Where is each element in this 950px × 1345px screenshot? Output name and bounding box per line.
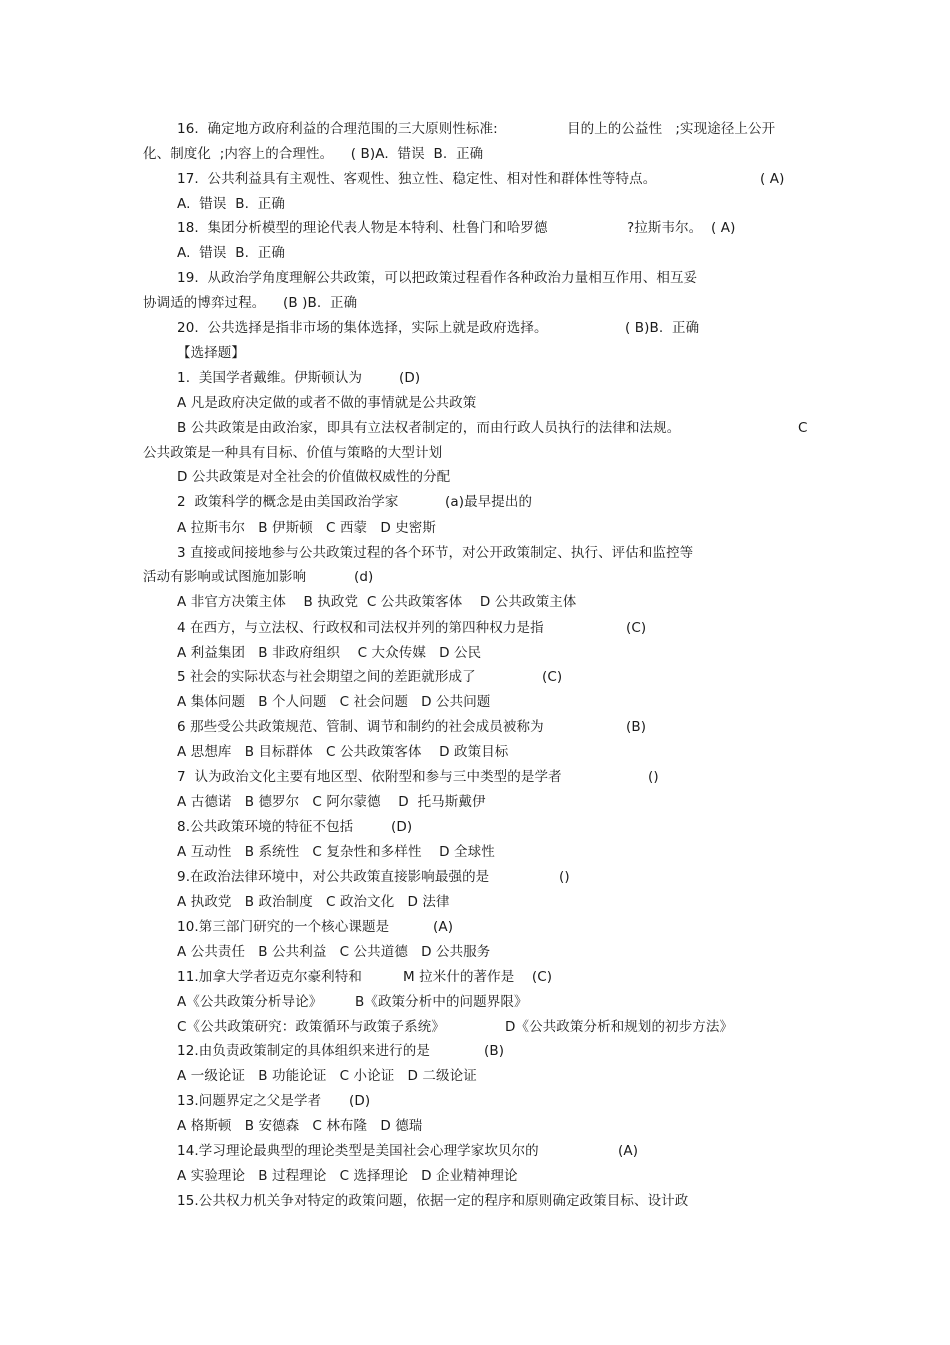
- text-line: A 执政党 B 政治制度 C 政治文化 D 法律: [177, 894, 450, 910]
- text-line: D 公共政策是对全社会的价值做权威性的分配: [177, 469, 451, 485]
- text-line: 9.在政治法律环境中，对公共政策直接影响最强的是: [177, 869, 490, 885]
- text-line: 活动有影响或试图施加影响: [143, 569, 307, 585]
- text-line: A. 错误 B. 正确: [177, 196, 285, 212]
- text-line: (A): [618, 1143, 639, 1159]
- text-line: 20. 公共选择是指非市场的集体选择，实际上就是政府选择。: [177, 320, 548, 336]
- text-line: 7 认为政治文化主要有地区型、依附型和参与三中类型的是学者: [177, 769, 562, 785]
- text-line: ( A): [760, 171, 785, 187]
- text-line: (C): [542, 669, 563, 685]
- text-line: C: [798, 420, 808, 436]
- text-line: A 格斯顿 B 安德森 C 林布隆 D 德瑞: [177, 1118, 423, 1134]
- text-line: A 公共责任 B 公共利益 C 公共道德 D 公共服务: [177, 944, 491, 960]
- text-line: M 拉米什的著作是 (C): [403, 969, 553, 985]
- text-line: 12.由负责政策制定的具体组织来进行的是: [177, 1043, 430, 1059]
- text-line: (A): [433, 919, 454, 935]
- text-line: A 一级论证 B 功能论证 C 小论证 D 二级论证: [177, 1068, 477, 1084]
- text-line: (): [559, 869, 570, 885]
- text-line: 8.公共政策环境的特征不包括: [177, 819, 354, 835]
- text-line: 【选择题】: [177, 345, 245, 361]
- text-line: 化、制度化 ;内容上的合理性。 ( B)A. 错误 B. 正确: [143, 146, 484, 162]
- text-line: (D): [399, 370, 421, 386]
- text-line: A 非官方决策主体 B 执政党 C 公共政策客体 D 公共政策主体: [177, 594, 577, 610]
- text-line: 11.加拿大学者迈克尔豪利特和: [177, 969, 362, 985]
- text-line: A 拉斯韦尔 B 伊斯顿 C 西蒙 D 史密斯: [177, 520, 437, 536]
- text-line: 公共政策是一种具有目标、价值与策略的大型计划: [143, 445, 443, 461]
- text-line: 14.学习理论最典型的理论类型是美国社会心理学家坎贝尔的: [177, 1143, 539, 1159]
- text-line: (d): [354, 569, 374, 585]
- text-line: (D): [391, 819, 413, 835]
- text-line: B 公共政策是由政治家，即具有立法权者制定的，而由行政人员执行的法律和法规。: [177, 420, 681, 436]
- text-line: 6 那些受公共政策规范、管制、调节和制约的社会成员被称为: [177, 719, 544, 735]
- text-line: C《公共政策研究：政策循环与政策子系统》: [177, 1019, 445, 1035]
- text-line: 15.公共权力机关争对特定的政策问题，依据一定的程序和原则确定政策目标、设计政: [177, 1193, 689, 1209]
- text-line: A 实验理论 B 过程理论 C 选择理论 D 企业精神理论: [177, 1168, 518, 1184]
- text-line: 18. 集团分析模型的理论代表人物是本特利、杜鲁门和哈罗德: [177, 220, 548, 236]
- text-line: 目的上的公益性 ;实现途径上公开: [567, 121, 776, 137]
- text-line: 5 社会的实际状态与社会期望之间的差距就形成了: [177, 669, 476, 685]
- text-line: 协调适的博弈过程。 (B )B. 正确: [143, 295, 358, 311]
- text-line: (B): [626, 719, 647, 735]
- text-line: A 互动性 B 系统性 C 复杂性和多样性 D 全球性: [177, 844, 495, 860]
- text-line: 16. 确定地方政府利益的合理范围的三大原则性标准:: [177, 121, 498, 137]
- text-line: A. 错误 B. 正确: [177, 245, 285, 261]
- text-line: (): [648, 769, 659, 785]
- text-line: D《公共政策分析和规划的初步方法》: [505, 1019, 734, 1035]
- text-line: B《政策分析中的问题界限》: [355, 994, 528, 1010]
- text-line: A 凡是政府决定做的或者不做的事情就是公共政策: [177, 395, 477, 411]
- text-line: ?拉斯韦尔。 ( A): [627, 220, 736, 236]
- text-line: (a)最早提出的: [445, 494, 533, 510]
- text-line: 1. 美国学者戴维。伊斯顿认为: [177, 370, 363, 386]
- text-line: (C): [626, 620, 647, 636]
- text-line: A 利益集团 B 非政府组织 C 大众传媒 D 公民: [177, 645, 482, 661]
- text-line: A《公共政策分析导论》: [177, 994, 323, 1010]
- text-line: A 思想库 B 目标群体 C 公共政策客体 D 政策目标: [177, 744, 509, 760]
- text-line: (B): [484, 1043, 505, 1059]
- text-line: (D): [349, 1093, 371, 1109]
- text-line: A 古德诺 B 德罗尔 C 阿尔蒙德 D 托马斯戴伊: [177, 794, 486, 810]
- text-line: ( B)B. 正确: [625, 320, 700, 336]
- text-line: 10.第三部门研究的一个核心课题是: [177, 919, 390, 935]
- text-line: 2 政策科学的概念是由美国政治学家: [177, 494, 399, 510]
- text-line: 19. 从政治学角度理解公共政策，可以把政策过程看作各种政治力量相互作用、相互妥: [177, 270, 698, 286]
- text-line: 13.问题界定之父是学者: [177, 1093, 322, 1109]
- text-line: 3 直接或间接地参与公共政策过程的各个环节，对公开政策制定、执行、评估和监控等: [177, 545, 694, 561]
- text-line: A 集体问题 B 个人问题 C 社会问题 D 公共问题: [177, 694, 491, 710]
- text-line: 4 在西方，与立法权、行政权和司法权并列的第四种权力是指: [177, 620, 544, 636]
- text-line: 17. 公共利益具有主观性、客观性、独立性、稳定性、相对性和群体性等特点。: [177, 171, 657, 187]
